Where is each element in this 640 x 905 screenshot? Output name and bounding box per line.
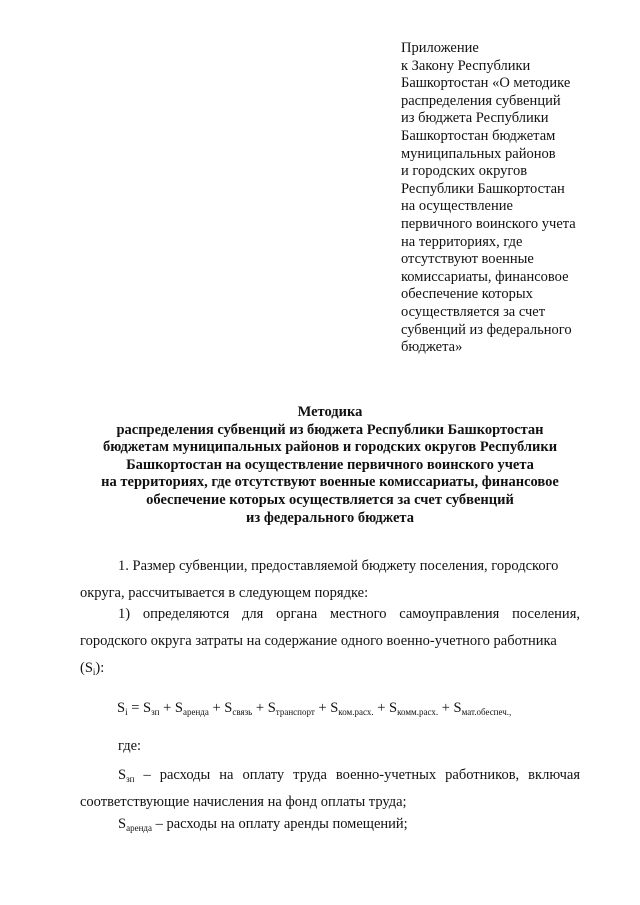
appendix-line: Башкортостан бюджетам (401, 127, 556, 144)
title-line: бюджетам муниципальных районов и городских округов Республики (102, 439, 558, 456)
appendix-line: муниципальных районов (401, 145, 556, 162)
appendix-line: осуществляется за счет (401, 303, 546, 320)
definition-line: соответствующие начисления на фонд оплаты труда; (80, 794, 407, 810)
formula-sub: комм.расх. (397, 707, 439, 717)
paragraph-line: городского округа затраты на содержание одного военно-учетного работника (80, 633, 557, 649)
appendix-line: Башкортостан «О методике (401, 75, 571, 92)
formula: $S_i = S_{зп} + S_{аренда} + S_{связь} + S_{транспорт} + S_{ком.расх.} + S_{комм.расх.} + S_{мат.обеспеч.,}$ (117, 700, 512, 717)
symbol-subscript: i (92, 667, 96, 677)
appendix-line: бюджета» (401, 339, 463, 356)
appendix-line: Приложение (401, 40, 479, 56)
title-line: распределения субвенций из бюджета Республики Башкортостан (116, 421, 544, 438)
definition-arenda (80, 811, 580, 838)
formula-sub: мат.обеспеч., (461, 707, 512, 717)
formula-sub: i (125, 707, 128, 717)
appendix-line: субвенций из федерального (401, 321, 572, 338)
definition-line: $S_{аренда}$ – расходы на оплату аренды помещений; (118, 816, 408, 833)
appendix-line: и городских округов (401, 163, 528, 180)
paragraph-line: округа, рассчитывается в следующем порядке: (80, 585, 369, 601)
appendix-line: из бюджета Республики (401, 110, 549, 127)
paragraph-1 (80, 553, 580, 607)
paragraph-line: 1. Размер субвенции, предоставляемой бюджету поселения, городского (118, 558, 559, 574)
paragraph-line (80, 655, 580, 682)
formula-sub: зп (151, 707, 160, 717)
title-line: из федерального бюджета (246, 509, 414, 526)
where-text: где: (118, 738, 142, 754)
appendix-line: на осуществление (401, 198, 513, 215)
title-line: обеспечение которых осуществляется за счет субвенций (146, 491, 514, 508)
appendix-line: Республики Башкортостан (401, 180, 565, 197)
definition-sub: зп (126, 774, 135, 784)
formula-sub: ком.расх. (338, 707, 374, 717)
appendix-line: отсутствуют военные (401, 251, 534, 268)
definition-text: – расходы на оплату аренды помещений; (151, 816, 408, 832)
symbol-text: (S (80, 660, 93, 676)
formula-sub: аренда (182, 707, 209, 717)
definition-zp (80, 762, 580, 816)
title-line: Методика (297, 404, 363, 420)
appendix-line: обеспечение которых (401, 286, 533, 303)
title-line: на территориях, где отсутствуют военные комиссариаты, финансовое (101, 474, 559, 491)
symbol-text: ): (95, 660, 105, 676)
title-line: Башкортостан на осуществление первичного воинского учета (126, 456, 534, 473)
definition-sub: аренда (126, 823, 152, 833)
appendix-line: первичного воинского учета (401, 215, 576, 232)
where-label (80, 733, 580, 760)
formula-sub: связь (232, 707, 253, 717)
paragraph-2 (80, 601, 580, 682)
paragraph-line: 1) определяются для органа местного самоуправления поселения, (118, 606, 580, 622)
appendix-line: на территориях, где (401, 233, 523, 250)
appendix-line: распределения субвенций (401, 92, 561, 109)
appendix-line: к Закону Республики (401, 57, 531, 74)
definition-line: $S_{зп}$ – расходы на оплату труда военно-учетных работников, включая (118, 767, 580, 784)
appendix-line: комиссариаты, финансовое (401, 268, 569, 285)
appendix-header (401, 40, 626, 357)
document-title (60, 404, 600, 527)
formula-sub: транспорт (275, 707, 315, 717)
definition-text: – расходы на оплату труда военно-учетных работников, включая (134, 767, 580, 783)
